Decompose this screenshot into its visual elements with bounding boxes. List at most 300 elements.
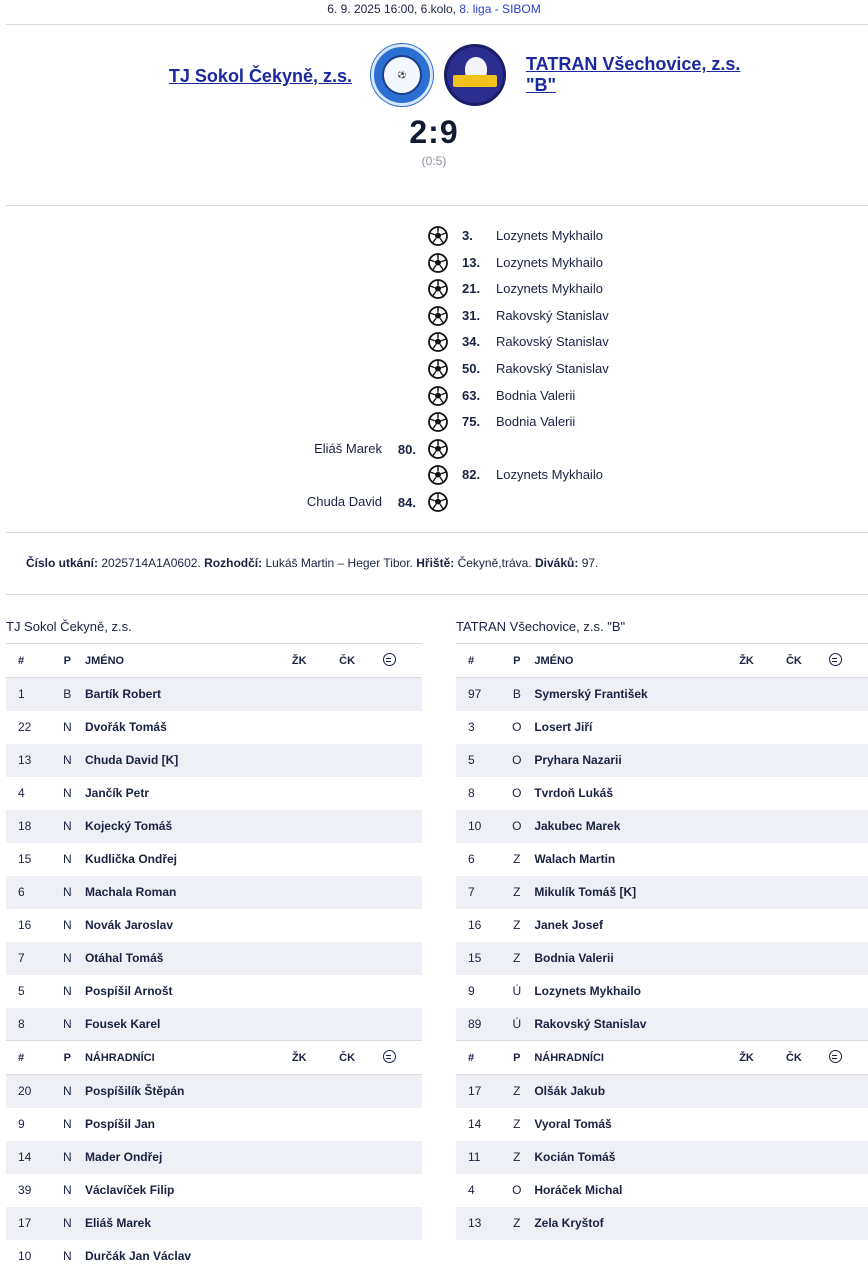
player-red	[339, 909, 382, 942]
player-number: 15	[18, 852, 32, 866]
player-yellow	[292, 942, 339, 975]
player-yellow	[292, 678, 339, 711]
table-row	[6, 1207, 422, 1240]
player-sub	[829, 1108, 868, 1141]
table-row	[6, 1108, 422, 1141]
player-sub	[829, 1207, 868, 1240]
player-position: Z	[499, 876, 534, 909]
col-red-card: ČK	[339, 644, 382, 678]
player-yellow	[739, 1108, 786, 1141]
player-name[interactable]: Mikulík Tomáš [K]	[534, 876, 739, 909]
player-yellow	[739, 1008, 786, 1041]
goal-scorer[interactable]: Bodnia Valerii	[496, 387, 576, 403]
player-sub	[383, 777, 422, 810]
player-number: 17	[6, 1207, 50, 1240]
col-position: P	[499, 1041, 534, 1075]
player-sub	[829, 777, 868, 810]
player-sub	[383, 1207, 422, 1240]
player-position: N	[50, 1008, 85, 1041]
col-substitution	[383, 1041, 422, 1075]
player-yellow	[292, 1075, 339, 1108]
col-substitution	[383, 644, 422, 678]
player-number: 14	[6, 1141, 50, 1174]
player-sub	[829, 975, 868, 1008]
pitch-label: Hřiště:	[416, 556, 455, 570]
player-position: B	[50, 678, 85, 711]
player-number: 11	[456, 1141, 499, 1174]
player-number: 6	[468, 852, 475, 866]
player-sub	[383, 843, 422, 876]
match-date-round: 6. 9. 2025 16:00, 6.kolo,	[327, 2, 457, 16]
football-icon	[428, 226, 448, 246]
player-yellow	[292, 1108, 339, 1141]
lineup-header-row	[6, 644, 422, 678]
table-row	[456, 975, 868, 1008]
player-sub	[829, 744, 868, 777]
player-yellow	[292, 1008, 339, 1041]
player-name[interactable]: Zela Kryštof	[534, 1207, 739, 1240]
player-number: 8	[468, 786, 475, 800]
home-crest-center: ⚽	[382, 55, 422, 95]
player-yellow	[739, 876, 786, 909]
pitch: Čekyně,tráva.	[457, 556, 532, 570]
col-position: P	[499, 644, 534, 678]
table-row	[456, 1108, 868, 1141]
player-sub	[383, 711, 422, 744]
player-position: O	[512, 1183, 522, 1197]
player-name[interactable]: Janek Josef	[534, 918, 604, 932]
player-sub	[383, 876, 422, 909]
goal-minute: 13.	[462, 254, 481, 270]
player-name[interactable]: Rakovský Stanislav	[534, 1008, 739, 1041]
player-yellow	[292, 1240, 339, 1273]
table-row	[456, 909, 868, 942]
goal-scorer[interactable]: Rakovský Stanislav	[496, 361, 609, 376]
player-red	[339, 1207, 382, 1240]
player-name[interactable]: Machala Roman	[85, 876, 292, 909]
player-number: 9	[468, 984, 475, 998]
player-sub	[829, 843, 868, 876]
player-sub	[829, 810, 868, 843]
player-red	[339, 777, 382, 810]
player-name[interactable]: Jančík Petr	[84, 786, 150, 800]
player-yellow	[739, 942, 786, 975]
player-position: N	[50, 744, 85, 777]
player-red	[786, 1141, 829, 1174]
player-number: 4	[468, 1183, 475, 1197]
player-position: N	[62, 984, 72, 998]
goal-scorer[interactable]: Chuda David	[306, 494, 382, 509]
player-red	[339, 744, 382, 777]
player-yellow	[292, 909, 339, 942]
football-icon	[428, 332, 448, 352]
score-divider	[6, 205, 868, 206]
player-red	[786, 711, 829, 744]
player-red	[339, 1008, 382, 1041]
goal-minute: 75.	[462, 414, 481, 430]
player-position: N	[62, 720, 72, 734]
col-yellow-card: ŽK	[292, 644, 339, 678]
player-sub	[383, 810, 422, 843]
player-red	[786, 777, 829, 810]
football-icon	[428, 386, 448, 406]
player-number: 9	[18, 1117, 25, 1131]
goal-row	[0, 463, 868, 487]
table-row	[456, 678, 868, 711]
goal-row	[0, 357, 868, 381]
player-number: 97	[456, 678, 499, 711]
player-number: 22	[18, 720, 32, 734]
football-icon	[428, 439, 448, 459]
col-yellow-card: ŽK	[739, 644, 786, 678]
table-row	[456, 744, 868, 777]
player-red	[339, 1141, 382, 1174]
player-red	[339, 876, 382, 909]
attendance: 97.	[581, 556, 599, 570]
player-sub	[383, 744, 422, 777]
table-row	[6, 942, 422, 975]
player-red	[786, 1174, 829, 1207]
table-row	[456, 810, 868, 843]
table-row	[6, 1174, 422, 1207]
table-row	[6, 1240, 422, 1273]
final-score: 2:9	[409, 114, 459, 150]
player-name[interactable]: Fousek Karel	[85, 1008, 292, 1041]
table-row	[456, 843, 868, 876]
player-position: N	[62, 1183, 72, 1197]
match-header-line	[0, 0, 868, 18]
player-name[interactable]: Kojecký Tomáš	[85, 810, 292, 843]
match-number-label: Číslo utkání:	[26, 556, 99, 570]
player-yellow	[292, 1174, 339, 1207]
table-row	[6, 909, 422, 942]
goal-row	[0, 304, 868, 328]
table-row	[456, 876, 868, 909]
player-sub	[383, 1240, 422, 1273]
player-yellow	[739, 744, 786, 777]
referee: Lukáš Martin – Heger Tibor.	[265, 556, 413, 570]
player-name[interactable]: Lozynets Mykhailo	[534, 984, 642, 998]
player-red	[786, 1008, 829, 1041]
football-icon	[428, 359, 448, 379]
table-row	[6, 1075, 422, 1108]
attendance-label: Diváků:	[534, 556, 579, 570]
table-row	[6, 810, 422, 843]
player-name[interactable]: Horáček Michal	[534, 1183, 623, 1197]
football-icon	[428, 306, 448, 326]
player-sub	[383, 909, 422, 942]
goal-scorer[interactable]: Lozynets Mykhailo	[496, 467, 603, 483]
col-position: P	[50, 1041, 85, 1075]
match-info	[26, 556, 598, 570]
player-sub	[383, 1008, 422, 1041]
col-number: #	[6, 1041, 50, 1075]
player-number: 3	[468, 720, 475, 734]
player-yellow	[739, 1141, 786, 1174]
player-name[interactable]: Pospíšil Arnošt	[84, 984, 173, 998]
player-number: 13	[6, 744, 50, 777]
player-position: Z	[513, 852, 521, 866]
player-position: Z	[499, 942, 534, 975]
player-sub	[829, 909, 868, 942]
player-number: 17	[456, 1075, 499, 1108]
player-red	[786, 1108, 829, 1141]
table-row	[456, 711, 868, 744]
player-name[interactable]: Vyoral Tomáš	[534, 1117, 612, 1131]
player-number: 89	[456, 1008, 499, 1041]
col-substitution	[829, 644, 868, 678]
player-number: 20	[6, 1075, 50, 1108]
away-crest-band	[453, 75, 497, 87]
player-yellow	[739, 843, 786, 876]
player-position: O	[512, 786, 522, 800]
player-yellow	[739, 975, 786, 1008]
goal-row	[0, 277, 868, 301]
player-position: N	[50, 1075, 85, 1108]
home-lineup-table	[6, 643, 422, 1273]
player-name[interactable]: Pospíšil Jan	[84, 1117, 155, 1131]
player-number: 5	[456, 744, 499, 777]
player-red	[786, 909, 829, 942]
player-name[interactable]: Durčák Jan Václav	[84, 1249, 192, 1263]
player-yellow	[739, 1075, 786, 1108]
football-icon	[428, 492, 448, 512]
goal-minute: 3.	[462, 228, 473, 243]
player-name[interactable]: Bodnia Valerii	[534, 942, 739, 975]
player-red	[786, 744, 829, 777]
col-number: #	[456, 644, 499, 678]
player-position: O	[499, 744, 534, 777]
player-number: 39	[18, 1183, 32, 1197]
player-sub	[829, 711, 868, 744]
table-row	[6, 876, 422, 909]
player-number: 6	[6, 876, 50, 909]
player-position: N	[62, 1249, 72, 1263]
player-name[interactable]: Chuda David [K]	[85, 744, 292, 777]
table-row	[456, 1008, 868, 1041]
substitution-icon	[829, 1050, 842, 1063]
goal-row	[0, 330, 868, 354]
player-red	[339, 975, 382, 1008]
player-sub	[383, 1141, 422, 1174]
player-yellow	[739, 678, 786, 711]
away-lineup-title: TATRAN Všechovice, z.s. "B"	[456, 619, 626, 634]
player-yellow	[739, 711, 786, 744]
table-row	[6, 678, 422, 711]
player-red	[339, 1174, 382, 1207]
player-red	[786, 1075, 829, 1108]
header-divider	[6, 24, 868, 25]
player-name[interactable]: Losert Jiří	[534, 720, 593, 734]
football-icon	[428, 253, 448, 273]
player-sub	[829, 1075, 868, 1108]
home-lineup-title: TJ Sokol Čekyně, z.s.	[6, 619, 132, 634]
player-position: Ú	[499, 1008, 534, 1041]
player-sub	[829, 876, 868, 909]
col-name: JMÉNO	[85, 644, 292, 678]
col-number: #	[6, 644, 50, 678]
col-position: P	[50, 644, 85, 678]
lineup-header-row	[6, 1041, 422, 1075]
player-name[interactable]: Olšák Jakub	[534, 1075, 739, 1108]
info-divider	[6, 594, 868, 595]
player-position: Z	[499, 1207, 534, 1240]
player-sub	[829, 678, 868, 711]
goal-row	[0, 410, 868, 434]
table-row	[456, 1075, 868, 1108]
goal-scorer[interactable]: Bodnia Valerii	[496, 414, 576, 430]
player-yellow	[739, 810, 786, 843]
player-red	[786, 942, 829, 975]
player-position: N	[50, 1141, 85, 1174]
player-number: 14	[468, 1117, 482, 1131]
player-name[interactable]: Walach Martin	[534, 852, 616, 866]
player-sub	[829, 1008, 868, 1041]
player-position: N	[62, 786, 72, 800]
football-icon	[428, 279, 448, 299]
table-row	[6, 975, 422, 1008]
player-name[interactable]: Pryhara Nazarii	[534, 744, 739, 777]
player-yellow	[739, 1207, 786, 1240]
table-row	[456, 1174, 868, 1207]
player-red	[786, 810, 829, 843]
goal-minute: 31.	[462, 307, 481, 323]
player-position: Ú	[512, 984, 522, 998]
table-row	[6, 777, 422, 810]
player-yellow	[292, 711, 339, 744]
table-row	[6, 843, 422, 876]
goal-scorer[interactable]: Rakovský Stanislav	[496, 307, 609, 323]
player-name[interactable]: Eliáš Marek	[85, 1207, 292, 1240]
col-red-card: ČK	[786, 1041, 829, 1075]
player-name[interactable]: Pospíšilík Štěpán	[85, 1075, 292, 1108]
player-position: Z	[513, 918, 521, 932]
table-row	[6, 744, 422, 777]
substitution-icon	[383, 1050, 396, 1063]
player-red	[339, 942, 382, 975]
goal-row	[0, 224, 868, 248]
halftime-score: (0:5)	[421, 154, 447, 168]
player-name[interactable]: Bartík Robert	[85, 678, 292, 711]
player-name[interactable]: Novák Jaroslav	[84, 918, 174, 932]
player-red	[786, 678, 829, 711]
player-position: N	[50, 1207, 85, 1240]
goal-scorer[interactable]: Lozynets Mykhailo	[496, 254, 603, 270]
referee-label: Rozhodčí:	[204, 556, 263, 570]
player-number: 10	[456, 810, 499, 843]
player-name[interactable]: Kocián Tomáš	[534, 1141, 739, 1174]
player-red	[786, 876, 829, 909]
player-yellow	[292, 843, 339, 876]
player-number: 18	[6, 810, 50, 843]
player-name[interactable]: Symerský František	[534, 678, 739, 711]
goal-minute: 50.	[462, 361, 481, 376]
player-sub	[829, 1141, 868, 1174]
col-red-card: ČK	[339, 1041, 382, 1075]
player-sub	[383, 1174, 422, 1207]
goal-minute: 21.	[462, 281, 481, 297]
player-name[interactable]: Otáhal Tomáš	[85, 942, 292, 975]
goal-scorer[interactable]: Lozynets Mykhailo	[496, 228, 603, 243]
player-name[interactable]: Kudlička Ondřej	[84, 852, 177, 866]
player-position: N	[62, 918, 72, 932]
goal-scorer[interactable]: Rakovský Stanislav	[496, 334, 609, 350]
football-icon	[428, 465, 448, 485]
player-number: 16	[18, 918, 32, 932]
goal-scorer[interactable]: Lozynets Mykhailo	[496, 281, 603, 297]
player-yellow	[292, 810, 339, 843]
player-red	[339, 843, 382, 876]
goals-divider	[6, 532, 868, 533]
player-red	[339, 810, 382, 843]
player-yellow	[292, 975, 339, 1008]
player-number: 10	[18, 1249, 32, 1263]
player-sub	[383, 1108, 422, 1141]
player-yellow	[739, 1174, 786, 1207]
player-yellow	[292, 1141, 339, 1174]
col-yellow-card: ŽK	[292, 1041, 339, 1075]
col-name: NÁHRADNÍCI	[85, 1041, 292, 1075]
player-sub	[383, 975, 422, 1008]
player-position: O	[512, 720, 522, 734]
player-position: B	[499, 678, 534, 711]
col-number: #	[456, 1041, 499, 1075]
player-sub	[829, 942, 868, 975]
player-red	[786, 843, 829, 876]
player-red	[339, 1108, 382, 1141]
table-row	[6, 711, 422, 744]
goal-row	[0, 251, 868, 275]
player-red	[339, 711, 382, 744]
league-link[interactable]: 8. liga - SIBOM	[459, 2, 541, 16]
player-yellow	[739, 909, 786, 942]
home-team-logo[interactable]	[371, 44, 433, 106]
player-name[interactable]: Jakubec Marek	[534, 810, 739, 843]
table-row	[456, 1141, 868, 1174]
player-position: Z	[499, 1141, 534, 1174]
goal-scorer[interactable]: Eliáš Marek	[314, 440, 382, 456]
goal-minute: 84.	[397, 495, 416, 510]
home-team-link[interactable]: TJ Sokol Čekyně, z.s.	[168, 66, 352, 86]
player-name[interactable]: Mader Ondřej	[85, 1141, 292, 1174]
player-number: 13	[456, 1207, 499, 1240]
away-team-link[interactable]: TATRAN Všechovice, z.s. "B"	[526, 54, 741, 95]
goal-minute: 80.	[397, 441, 416, 457]
player-yellow	[292, 876, 339, 909]
away-team-logo[interactable]	[444, 44, 506, 106]
player-number: 7	[456, 876, 499, 909]
col-red-card: ČK	[786, 644, 829, 678]
table-row	[456, 942, 868, 975]
player-name[interactable]: Tvrdoň Lukáš	[534, 786, 614, 800]
player-sub	[383, 942, 422, 975]
player-position: N	[50, 810, 85, 843]
player-sub	[383, 1075, 422, 1108]
goal-row	[0, 437, 868, 461]
goal-minute: 34.	[462, 334, 481, 350]
player-yellow	[739, 777, 786, 810]
player-name[interactable]: Dvořák Tomáš	[84, 720, 167, 734]
player-position: N	[50, 942, 85, 975]
player-number: 15	[456, 942, 499, 975]
player-name[interactable]: Václavíček Filip	[84, 1183, 175, 1197]
player-number: 16	[468, 918, 482, 932]
lineup-header-row	[456, 1041, 868, 1075]
table-row	[456, 1207, 868, 1240]
player-number: 5	[18, 984, 25, 998]
match-number: 2025714A1A0602.	[101, 556, 201, 570]
goal-minute: 63.	[462, 387, 481, 403]
